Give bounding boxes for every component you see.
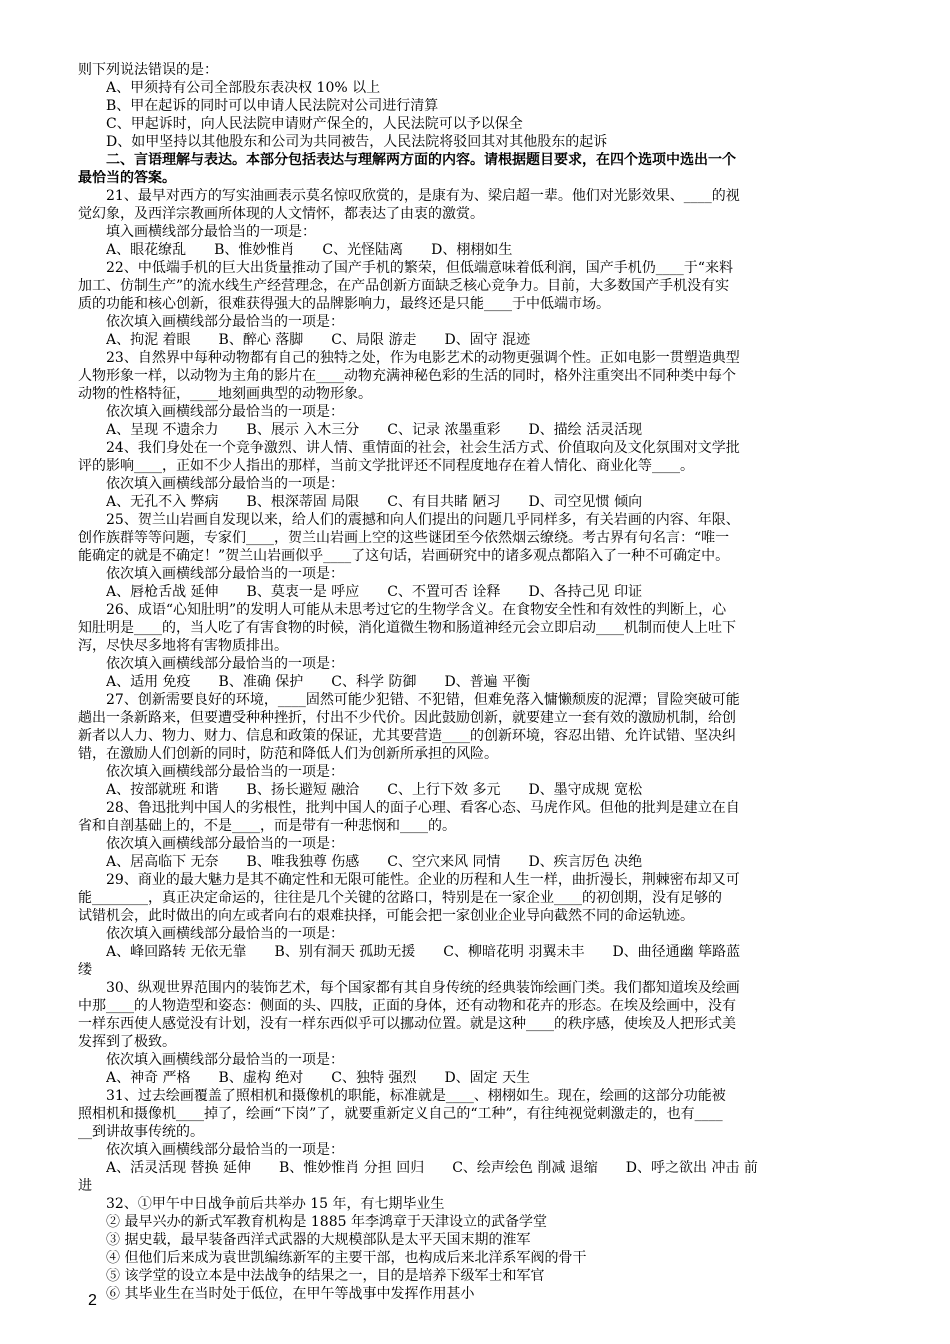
text-line: A、按部就班 和谐 B、扬长避短 融洽 C、上行下效 多元 D、墨守成规 宽松 — [106, 782, 643, 798]
text-line: A、活灵活现 替换 延伸 B、惟妙惟肖 分担 回归 C、绘声绘色 削减 退缩 D、呼之欲出 冲击 前 — [106, 1160, 758, 1176]
text-line: A、无孔不入 弊病 B、根深蒂固 局限 C、有目共睹 陋习 D、司空见惯 倾向 — [106, 494, 643, 510]
text-line: 依次填入画横线部分最恰当的一项是： — [106, 1052, 344, 1068]
text-line: 缕 — [78, 962, 92, 978]
text-line: 依次填入画横线部分最恰当的一项是： — [106, 314, 344, 330]
text-line: 加工、仿制生产”的流水线生产经营理念，在产品创新方面缺乏核心竞争力。目前，大多数国产手机没有实 — [78, 278, 730, 294]
text-line: 依次填入画横线部分最恰当的一项是： — [106, 656, 344, 672]
text-line: 动物的性格特征，____地刻画典型的动物形象。 — [78, 386, 372, 402]
text-line: 进 — [78, 1178, 92, 1194]
text-line: 31、过去绘画覆盖了照相机和摄像机的职能，标准就是____、栩栩如生。现在，绘画的这部分功能被 — [106, 1088, 726, 1104]
text-line: 试错机会，此时做出的向左或者向右的艰难抉择，可能会把一家创业企业导向截然不同的命运轨迹。 — [78, 908, 694, 924]
text-line: 新者以人力、物力、财力、信息和政策的保证，尤其要营造____的创新环境，容忍出错、允许试错、坚决纠 — [78, 728, 736, 744]
text-line: 创作族群等等问题，专家们____，贺兰山岩画上空的这些谜团至今依然烟云缭绕。考古界有句名言：“唯一 — [78, 530, 730, 546]
text-line: 错，在激励人们创新的同时，防范和降低人们为创新所承担的风险。 — [78, 746, 498, 762]
text-line: A、神奇 严格 B、虚构 绝对 C、独特 强烈 D、固定 天生 — [106, 1070, 531, 1086]
text-line: 中那____的人物造型和姿态：侧面的头、四肢，正面的身体，还有动物和花卉的形态。在埃及绘画中，没有 — [78, 998, 736, 1014]
text-line: 趟出一条新路来，但要遭受种种挫折，付出不少代价。因此鼓励创新，就要建立一套有效的激励机制，给创 — [78, 710, 736, 726]
text-line: 28、鲁迅批判中国人的劣根性，批判中国人的面子心理、看客心态、马虎作风。但他的批判是建立在自 — [106, 800, 740, 816]
text-line: 依次填入画横线部分最恰当的一项是： — [106, 836, 344, 852]
text-line: 依次填入画横线部分最恰当的一项是： — [106, 404, 344, 420]
text-line: 29、商业的最大魅力是其不确定性和无限可能性。企业的历程和人生一样，曲折漫长，荆棘密布却又可 — [106, 872, 740, 888]
text-line: 填入画横线部分最恰当的一项是： — [106, 224, 316, 240]
text-line: 依次填入画横线部分最恰当的一项是： — [106, 476, 344, 492]
text-line: 人物形象一样，以动物为主角的影片在____动物充满神秘色彩的生活的同时，格外注重突出不同种类中每个 — [78, 368, 736, 384]
text-line: 25、贺兰山岩画自发现以来，给人们的震撼和向人们提出的问题几乎同样多，有关岩画的内容、年限、 — [106, 512, 740, 528]
text-line: C、甲起诉时，向人民法院申请财产保全的，人民法院可以予以保全 — [106, 116, 523, 132]
text-line: D、如甲坚持以其他股东和公司为共同被告，人民法院将驳回其对其他股东的起诉 — [106, 134, 608, 150]
text-line: 泻，尽快尽多地将有害物质排出。 — [78, 638, 288, 654]
text-line: 30、纵观世界范围内的装饰艺术，每个国家都有其自身传统的经典装饰绘画门类。我们都知道埃及绘画 — [106, 980, 740, 996]
text-line: 依次填入画横线部分最恰当的一项是： — [106, 566, 344, 582]
text-line: B、甲在起诉的同时可以申请人民法院对公司进行清算 — [106, 98, 439, 114]
text-line: ② 最早兴办的新式军教育机构是 1885 年李鸿章于天津设立的武备学堂 — [106, 1214, 547, 1230]
text-line: ⑤ 该学堂的设立本是中法战争的结果之一，目的是培养下级军士和军官 — [106, 1268, 545, 1284]
text-line: 21、最早对西方的写实油画表示莫名惊叹欣赏的，是康有为、梁启超一辈。他们对光影效果、____的视 — [106, 188, 740, 204]
text-line: A、拘泥 着眼 B、醉心 落脚 C、局限 游走 D、固守 混迹 — [106, 332, 531, 348]
text-line: ③ 据史载，最早装备西洋式武器的大规模部队是太平天国末期的淮军 — [106, 1232, 531, 1248]
text-line: 评的影响____，正如不少人指出的那样，当前文学批评还不同程度地存在着人情化、商业化等____。 — [78, 458, 694, 474]
text-line: 知肚明是____的，当人吃了有害食物的时候，消化道微生物和肠道神经元会立即启动____机制而使人上吐下 — [78, 620, 736, 636]
text-line: 27、创新需要良好的环境，____固然可能少犯错、不犯错，但难免落入慵懒颓废的泥潭；冒险突破可能 — [106, 692, 740, 708]
text-line: A、居高临下 无奈 B、唯我独尊 伤感 C、空穴来风 同情 D、疾言厉色 决绝 — [106, 854, 643, 870]
text-line: A、甲须持有公司全部股东表决权 10% 以上 — [106, 80, 381, 96]
text-line: A、唇枪舌战 延伸 B、莫衷一是 呼应 C、不置可否 诠释 D、各持己见 印证 — [106, 584, 643, 600]
text-line: 觉幻象，及西洋宗教画所体现的人文情怀，都表达了由衷的激赏。 — [78, 206, 484, 222]
text-line: 能________，真正决定命运的，往往是几个关键的岔路口，特别是在一家企业____的初创期，没有足够的 — [78, 890, 722, 906]
text-line: A、眼花缭乱 B、惟妙惟肖 C、光怪陆离 D、栩栩如生 — [106, 242, 513, 258]
text-line: 32、①甲午中日战争前后共举办 15 年，有七期毕业生 — [106, 1196, 445, 1212]
text-line: 22、中低端手机的巨大出货量推动了国产手机的繁荣，但低端意味着低利润，国产手机仍____于“来料 — [106, 260, 733, 276]
text-line: 依次填入画横线部分最恰当的一项是： — [106, 1142, 344, 1158]
text-line: 发挥到了极致。 — [78, 1034, 176, 1050]
text-line: 省和自剖基础上的，不是____，而是带有一种悲悯和____的。 — [78, 818, 456, 834]
text-line: 依次填入画横线部分最恰当的一项是： — [106, 926, 344, 942]
text-line: 一样东西使人感觉没有计划，没有一样东西似乎可以挪动位置。就是这种____的秩序感，使埃及人把形式美 — [78, 1016, 736, 1032]
text-line: 24、我们身处在一个竞争激烈、讲人情、重情面的社会，社会生活方式、价值取向及文化氛围对文学批 — [106, 440, 740, 456]
text-line: __到讲故事传统的。 — [78, 1124, 204, 1140]
page-number: 2 — [88, 1292, 97, 1309]
text-line: 二、言语理解与表达。本部分包括表达与理解两方面的内容。请根据题目要求，在四个选项中选出一个 — [106, 152, 736, 168]
text-line: 26、成语“心知肚明”的发明人可能从未思考过它的生物学含义。在食物安全性和有效性的判断上，心 — [106, 602, 727, 618]
text-line: 质的功能和核心创新，很难获得强大的品牌影响力，最终还是只能____于中低端市场。 — [78, 296, 610, 312]
text-line: 最恰当的答案。 — [78, 170, 176, 186]
text-line: 23、自然界中每种动物都有自己的独特之处，作为电影艺术的动物更强调个性。正如电影一贯塑造典型 — [106, 350, 740, 366]
text-line: ④ 但他们后来成为袁世凯编练新军的主要干部，也构成后来北洋系军阀的骨干 — [106, 1250, 587, 1266]
text-line: ⑥ 其毕业生在当时处于低位，在甲午等战事中发挥作用甚小 — [106, 1286, 475, 1302]
text-line: 则下列说法错误的是： — [78, 62, 218, 78]
text-line: 能确定的就是不确定！”贺兰山岩画似乎____了这句话，岩画研究中的诸多观点都陷入了一种不可确定中。 — [78, 548, 730, 564]
text-line: A、呈现 不遗余力 B、展示 入木三分 C、记录 浓墨重彩 D、描绘 活灵活现 — [106, 422, 643, 438]
text-line: 照相机和摄像机____掉了，绘画“下岗”了，就要重新定义自己的“工种”，有往纯视觉刺激走的，也有____ — [78, 1106, 723, 1122]
text-line: 依次填入画横线部分最恰当的一项是： — [106, 764, 344, 780]
text-line: A、峰回路转 无依无靠 B、别有洞天 孤助无援 C、柳暗花明 羽翼未丰 D、曲径通幽 筚路蓝 — [106, 944, 741, 960]
text-line: A、适用 免疫 B、准确 保护 C、科学 防御 D、普遍 平衡 — [106, 674, 531, 690]
